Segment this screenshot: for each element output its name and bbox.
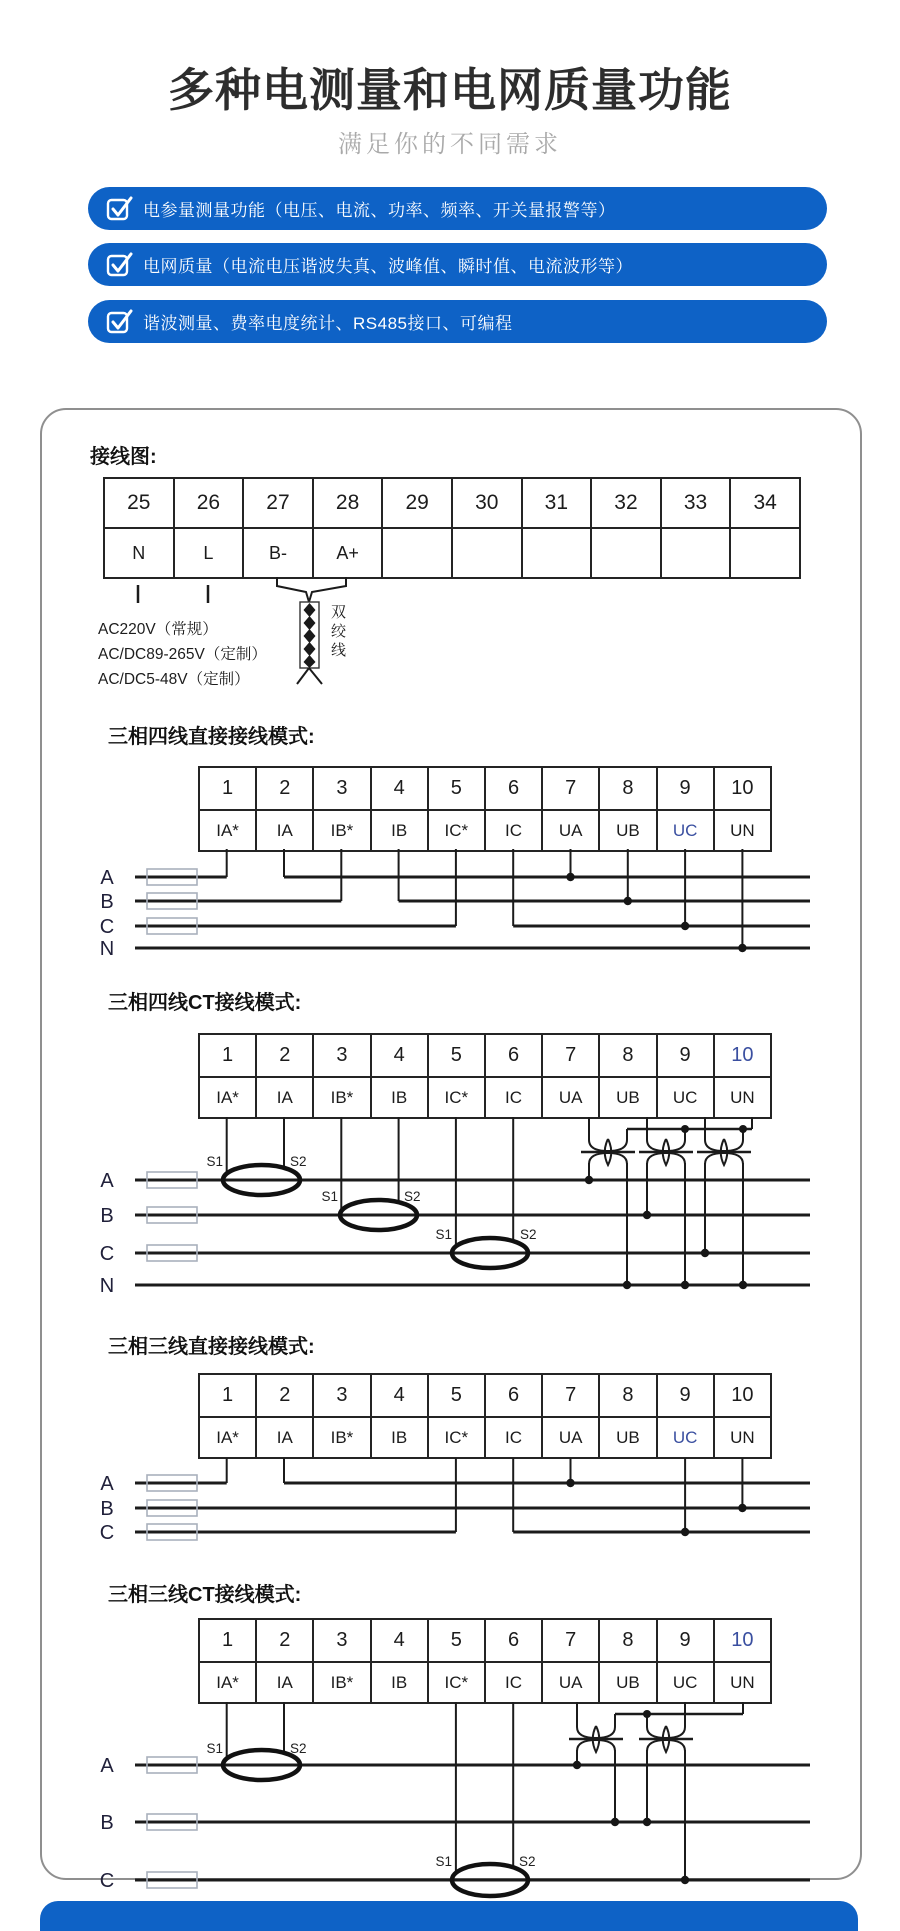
terminal-cell: IC* xyxy=(428,810,485,851)
terminal-cell: IB xyxy=(371,1662,428,1703)
wire-label-c: C xyxy=(99,1243,115,1265)
ct-s2-label: S2 xyxy=(520,1227,537,1242)
power-option-1: AC220V（常规） xyxy=(98,621,218,638)
terminal-cell: 9 xyxy=(657,1619,714,1662)
terminal-cell: UN xyxy=(714,1077,771,1118)
terminal-cell: 7 xyxy=(542,1619,599,1662)
terminal-cell: IB* xyxy=(313,1662,370,1703)
wire-label-a: A xyxy=(100,1170,114,1192)
terminal-cell: A+ xyxy=(313,528,383,578)
terminal-cell: 6 xyxy=(485,1619,542,1662)
terminal-cell: 2 xyxy=(256,767,313,810)
feature-banner-label: 电参量测量功能（电压、电流、功率、频率、开关量报警等） xyxy=(143,201,616,220)
terminal-cell: 4 xyxy=(371,1374,428,1417)
terminal-cell: IB xyxy=(371,810,428,851)
checkbox-check-icon xyxy=(106,308,133,335)
ct-s1-label: S1 xyxy=(435,1227,452,1242)
terminal-cell: 9 xyxy=(657,1374,714,1417)
terminal-cell: UB xyxy=(599,1077,656,1118)
terminal-cell: N xyxy=(104,528,174,578)
terminal-cell: UA xyxy=(542,810,599,851)
terminal-cell: UC xyxy=(657,1662,714,1703)
wire-label-a: A xyxy=(100,1755,114,1777)
terminal-cell: IB* xyxy=(313,810,370,851)
terminal-cell: IB* xyxy=(313,1077,370,1118)
terminal-cell: 33 xyxy=(661,478,731,528)
terminal-cell: 1 xyxy=(199,1374,256,1417)
terminal-cell: IB* xyxy=(313,1417,370,1458)
ct-s2-label: S2 xyxy=(290,1741,307,1756)
terminal-cell: 7 xyxy=(542,1034,599,1077)
wire-label-c: C xyxy=(99,1522,115,1544)
terminal-cell: 5 xyxy=(428,1619,485,1662)
terminal-cell: 25 xyxy=(104,478,174,528)
wire-label-b: B xyxy=(100,1205,114,1227)
terminal-cell: IA xyxy=(256,1662,313,1703)
terminal-cell: UC xyxy=(657,1077,714,1118)
terminal-cell: UA xyxy=(542,1662,599,1703)
terminal-cell: IA* xyxy=(199,810,256,851)
checkbox-check-icon xyxy=(106,251,133,278)
ct-s2-label: S2 xyxy=(404,1189,421,1204)
terminal-cell: 6 xyxy=(485,1374,542,1417)
terminal-cell: IC xyxy=(485,1662,542,1703)
feature-banner-label: 电网质量（电流电压谐波失真、波峰值、瞬时值、电流波形等） xyxy=(143,257,633,276)
terminal-cell: 3 xyxy=(313,1374,370,1417)
terminal-table-3p3w-direct xyxy=(198,1373,772,1459)
section-title-3p3w-direct: 三相三线直接接线模式: xyxy=(108,1336,315,1358)
terminal-table-3p3w-ct xyxy=(198,1618,772,1704)
terminal-cell: IA xyxy=(256,1417,313,1458)
terminal-cell: 28 xyxy=(313,478,383,528)
section-title-3p4w-ct: 三相四线CT接线模式: xyxy=(108,992,302,1014)
terminal-cell: IA xyxy=(256,1077,313,1118)
terminal-cell: 27 xyxy=(243,478,313,528)
terminal-cell: 8 xyxy=(599,1619,656,1662)
terminal-table-3p4w-ct xyxy=(198,1033,772,1119)
terminal-cell xyxy=(382,528,452,578)
terminal-cell: 8 xyxy=(599,1034,656,1077)
terminal-cell: IA* xyxy=(199,1662,256,1703)
power-option-2: AC/DC89-265V（定制） xyxy=(98,646,267,663)
wire-label-n: N xyxy=(99,938,115,960)
terminal-cell: 26 xyxy=(174,478,244,528)
section-title-3p4w-direct: 三相四线直接接线模式: xyxy=(108,726,315,748)
terminal-cell: 9 xyxy=(657,767,714,810)
terminal-cell: 7 xyxy=(542,1374,599,1417)
wire-label-a: A xyxy=(100,1473,114,1495)
terminal-cell: UA xyxy=(542,1077,599,1118)
terminal-cell: UC xyxy=(657,810,714,851)
wire-label-c: C xyxy=(99,1870,115,1892)
terminal-cell xyxy=(661,528,731,578)
wire-label-c: C xyxy=(99,916,115,938)
terminal-cell: 4 xyxy=(371,767,428,810)
ct-s2-label: S2 xyxy=(519,1854,536,1869)
terminal-cell: 31 xyxy=(522,478,592,528)
terminal-cell xyxy=(522,528,592,578)
terminal-cell: 2 xyxy=(256,1374,313,1417)
section-title-3p3w-ct: 三相三线CT接线模式: xyxy=(108,1584,302,1606)
terminal-cell xyxy=(452,528,522,578)
feature-banner-label: 谐波测量、费率电度统计、RS485接口、可编程 xyxy=(143,314,513,333)
terminal-cell: IC* xyxy=(428,1077,485,1118)
feature-banner-1 xyxy=(88,187,827,230)
terminal-cell: 5 xyxy=(428,767,485,810)
terminal-cell: 9 xyxy=(657,1034,714,1077)
ct-s1-label: S1 xyxy=(206,1154,223,1169)
terminal-table-3p4w-direct xyxy=(198,766,772,852)
terminal-cell: 4 xyxy=(371,1034,428,1077)
power-option-3: AC/DC5-48V（定制） xyxy=(98,671,250,688)
terminal-cell: 10 xyxy=(714,1034,771,1077)
wire-label-b: B xyxy=(100,1498,114,1520)
ct-s1-label: S1 xyxy=(206,1741,223,1756)
ct-s1-label: S1 xyxy=(321,1189,338,1204)
terminal-cell: 3 xyxy=(313,767,370,810)
terminal-cell: 7 xyxy=(542,767,599,810)
terminal-cell: IC xyxy=(485,1417,542,1458)
terminal-cell: 6 xyxy=(485,767,542,810)
bottom-banner-partial xyxy=(40,1901,858,1931)
checkbox-check-icon xyxy=(106,195,133,222)
wire-label-n: N xyxy=(99,1275,115,1297)
terminal-cell: 29 xyxy=(382,478,452,528)
terminal-cell: 32 xyxy=(591,478,661,528)
terminal-cell: 34 xyxy=(730,478,800,528)
terminal-cell xyxy=(730,528,800,578)
terminal-cell: IB xyxy=(371,1417,428,1458)
ct-s2-label: S2 xyxy=(290,1154,307,1169)
terminal-cell: IB xyxy=(371,1077,428,1118)
terminal-cell: 1 xyxy=(199,767,256,810)
terminal-cell: 10 xyxy=(714,1374,771,1417)
terminal-table xyxy=(103,477,801,579)
terminal-cell: 8 xyxy=(599,1374,656,1417)
terminal-cell: UB xyxy=(599,1417,656,1458)
terminal-cell: 6 xyxy=(485,1034,542,1077)
terminal-cell: UC xyxy=(657,1417,714,1458)
terminal-cell: IC xyxy=(485,810,542,851)
terminal-cell: IC* xyxy=(428,1417,485,1458)
terminal-cell: 10 xyxy=(714,767,771,810)
terminal-cell: UN xyxy=(714,810,771,851)
terminal-cell: L xyxy=(174,528,244,578)
terminal-cell: 2 xyxy=(256,1619,313,1662)
terminal-cell xyxy=(591,528,661,578)
terminal-cell: IC* xyxy=(428,1662,485,1703)
terminal-cell: 2 xyxy=(256,1034,313,1077)
terminal-cell: B- xyxy=(243,528,313,578)
terminal-cell: IA* xyxy=(199,1077,256,1118)
wire-label-b: B xyxy=(100,1812,114,1834)
terminal-cell: UN xyxy=(714,1417,771,1458)
feature-banner-2 xyxy=(88,243,827,286)
terminal-cell: UB xyxy=(599,810,656,851)
wiring-diagram-label: 接线图: xyxy=(90,446,157,468)
terminal-cell: 1 xyxy=(199,1034,256,1077)
feature-banner-3 xyxy=(88,300,827,343)
page-subtitle: 满足你的不同需求 xyxy=(338,131,562,158)
terminal-cell: 5 xyxy=(428,1034,485,1077)
terminal-cell: IA xyxy=(256,810,313,851)
terminal-cell: UN xyxy=(714,1662,771,1703)
terminal-cell: 10 xyxy=(714,1619,771,1662)
terminal-cell: 30 xyxy=(452,478,522,528)
wire-label-b: B xyxy=(100,891,114,913)
terminal-cell: IA* xyxy=(199,1417,256,1458)
terminal-cell: 5 xyxy=(428,1374,485,1417)
terminal-cell: 8 xyxy=(599,767,656,810)
terminal-cell: UB xyxy=(599,1662,656,1703)
terminal-cell: 4 xyxy=(371,1619,428,1662)
terminal-cell: 1 xyxy=(199,1619,256,1662)
twisted-pair-label: 双绞线 xyxy=(329,604,346,661)
terminal-cell: 3 xyxy=(313,1034,370,1077)
wire-label-a: A xyxy=(100,867,114,889)
page-title: 多种电测量和电网质量功能 xyxy=(168,64,732,116)
terminal-cell: UA xyxy=(542,1417,599,1458)
terminal-cell: 3 xyxy=(313,1619,370,1662)
ct-s1-label: S1 xyxy=(435,1854,452,1869)
terminal-cell: IC xyxy=(485,1077,542,1118)
